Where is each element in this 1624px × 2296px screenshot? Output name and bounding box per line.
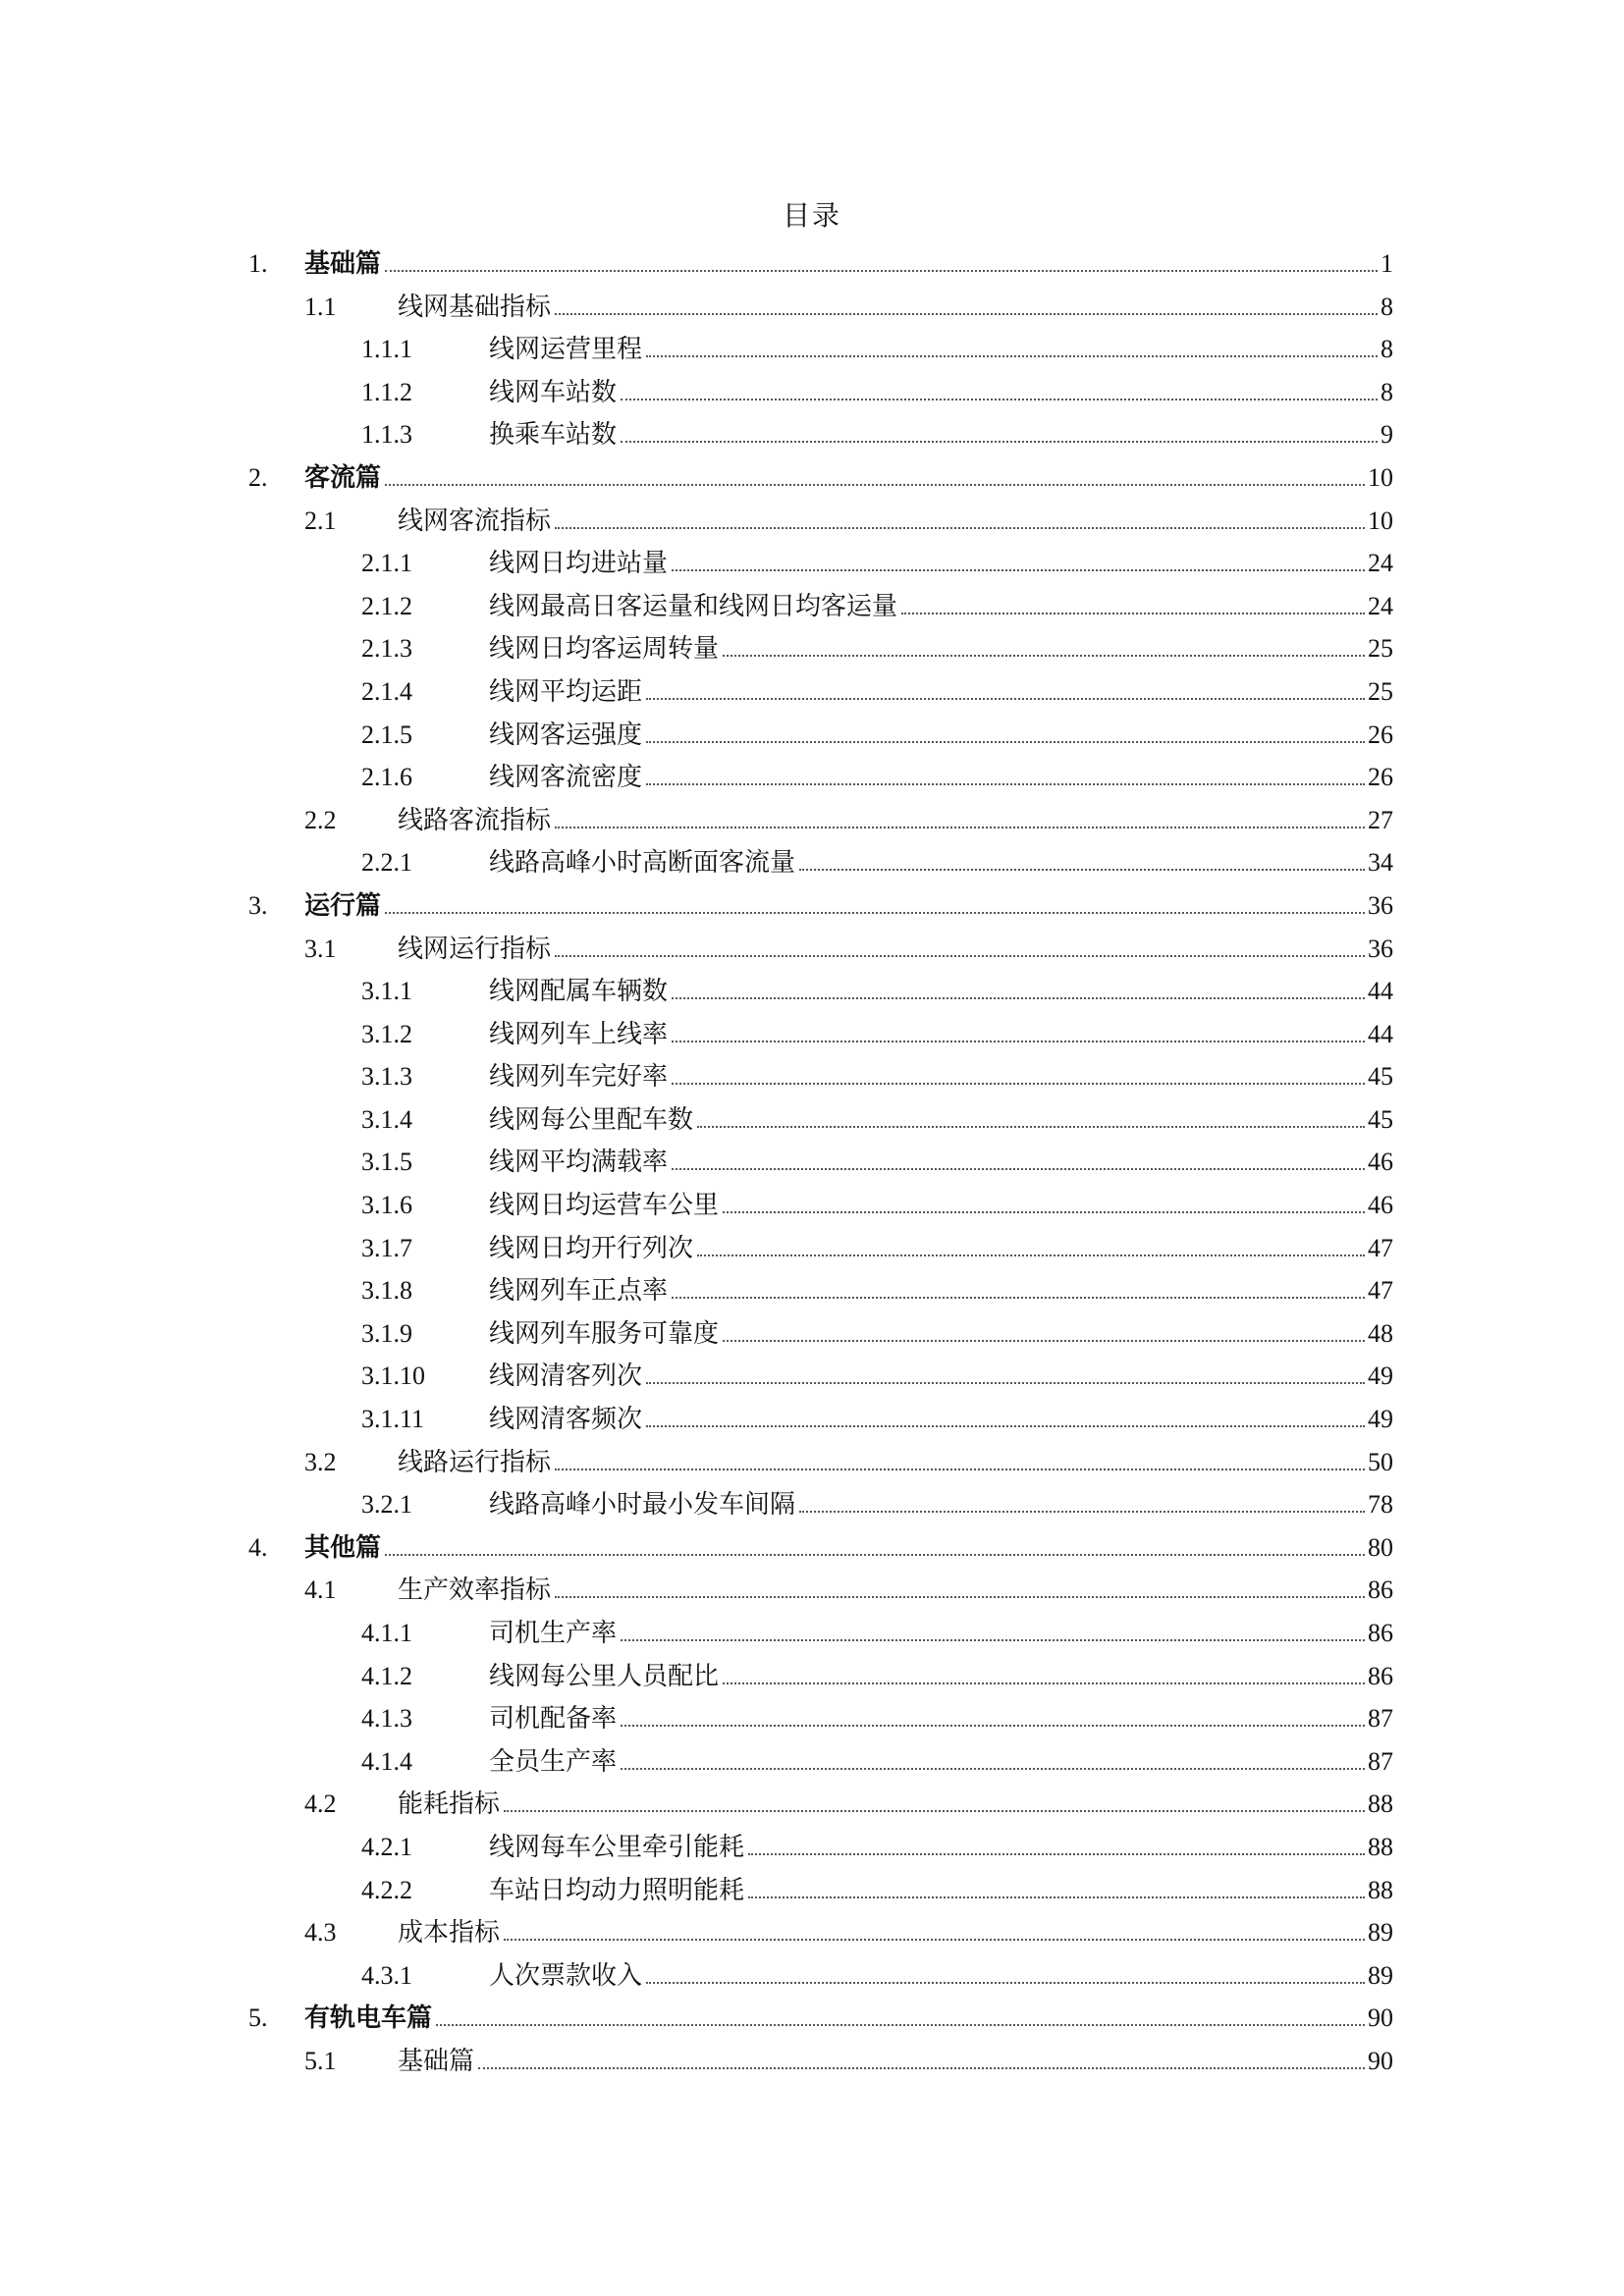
toc-entry-row: [489, 1227, 1393, 1270]
toc-entry-row: [489, 1826, 1393, 1869]
dot-leader: [504, 1938, 1365, 1941]
toc-entry-number: 3.1.5: [361, 1148, 412, 1177]
toc-entry-title: 换乘车站数: [489, 414, 621, 457]
toc-entry-title: 线网列车服务可靠度: [489, 1313, 723, 1357]
table-of-contents: [0, 242, 1624, 2083]
toc-entry-row: [489, 585, 1393, 628]
toc-entry-number: 4.1.3: [361, 1704, 412, 1734]
dot-leader: [799, 868, 1365, 871]
toc-entry-title: 线路高峰小时高断面客流量: [489, 842, 799, 885]
toc-entry-page-number: 86: [1368, 1619, 1393, 1647]
toc-entry-level-1[interactable]: [0, 884, 1624, 928]
dot-leader: [672, 568, 1365, 571]
toc-entry-number: 4.1.1: [361, 1619, 412, 1647]
toc-entry-title: 线网列车完好率: [489, 1056, 672, 1099]
toc-entry-title: 线路高峰小时最小发车间隔: [489, 1484, 799, 1527]
toc-entry-row: [489, 1655, 1393, 1698]
toc-entry-row: [398, 2040, 1393, 2083]
dot-leader: [723, 654, 1365, 657]
toc-entry-title: 线网日均开行列次: [489, 1228, 697, 1271]
toc-entry-page-number: 8: [1380, 335, 1393, 364]
toc-entry-row: [489, 371, 1393, 414]
toc-entry-level-3[interactable]: [0, 1483, 1624, 1526]
toc-entry-page-number: 44: [1368, 977, 1393, 1006]
toc-entry-title: 线网客运强度: [489, 715, 646, 758]
dot-leader: [723, 1682, 1365, 1684]
toc-entry-title: 基础篇: [304, 243, 385, 287]
toc-entry-number: 3.1.11: [361, 1405, 425, 1434]
toc-entry-title: 线网运行指标: [398, 929, 555, 972]
toc-entry-row: [489, 714, 1393, 757]
dot-leader: [555, 1595, 1365, 1598]
toc-entry-level-2[interactable]: [0, 928, 1624, 971]
toc-entry-row: [398, 1569, 1393, 1612]
toc-entry-row: [398, 1783, 1393, 1826]
toc-entry-level-2[interactable]: [0, 799, 1624, 842]
toc-entry-row: [304, 242, 1393, 286]
toc-entry-page-number: 49: [1368, 1405, 1393, 1434]
toc-entry-number: 3.: [248, 890, 268, 920]
dot-leader: [621, 440, 1378, 443]
toc-entry-level-3[interactable]: [0, 1398, 1624, 1441]
toc-entry-title: 线网日均客运周转量: [489, 628, 723, 671]
toc-entry-level-3[interactable]: [0, 1612, 1624, 1655]
dot-leader: [697, 1254, 1365, 1256]
toc-entry-level-2[interactable]: [0, 2040, 1624, 2083]
toc-entry-row: [398, 286, 1393, 329]
toc-entry-number: 3.2: [304, 1447, 337, 1476]
toc-entry-number: 3.1.6: [361, 1191, 412, 1220]
toc-entry-row: [489, 1269, 1393, 1312]
toc-entry-page-number: 26: [1368, 763, 1393, 792]
toc-entry-page-number: 87: [1368, 1746, 1393, 1776]
toc-entry-level-1[interactable]: [0, 1526, 1624, 1570]
toc-entry-level-2[interactable]: [0, 1911, 1624, 1954]
toc-entry-title: 成本指标: [398, 1912, 504, 1955]
toc-entry-title: 线网平均运距: [489, 671, 646, 715]
toc-entry-level-1[interactable]: [0, 1997, 1624, 2040]
toc-entry-number: 1.1.3: [361, 420, 412, 450]
toc-entry-number: 4.3: [304, 1918, 337, 1948]
toc-entry-page-number: 9: [1380, 420, 1393, 450]
toc-entry-level-3[interactable]: [0, 1826, 1624, 1869]
toc-entry-page-number: 87: [1368, 1704, 1393, 1734]
dot-leader: [555, 526, 1365, 529]
dot-leader: [646, 1424, 1365, 1427]
toc-entry-page-number: 80: [1368, 1532, 1393, 1562]
dot-leader: [799, 1510, 1365, 1513]
dot-leader: [621, 1638, 1365, 1641]
toc-entry-number: 1.: [248, 249, 268, 278]
toc-entry-page-number: 45: [1368, 1062, 1393, 1092]
toc-entry-page-number: 89: [1368, 1918, 1393, 1948]
toc-entry-number: 2.1.3: [361, 634, 412, 664]
toc-entry-level-3[interactable]: [0, 413, 1624, 456]
toc-entry-page-number: 86: [1368, 1575, 1393, 1605]
toc-entry-row: [489, 1013, 1393, 1056]
toc-entry-page-number: 36: [1368, 890, 1393, 920]
toc-entry-title: 其他篇: [304, 1527, 385, 1571]
toc-entry-number: 2.: [248, 462, 268, 492]
dot-leader: [555, 312, 1378, 315]
toc-entry-level-3[interactable]: [0, 1098, 1624, 1142]
toc-entry-title: 线网清客频次: [489, 1399, 646, 1442]
toc-entry-title: 线网每公里配车数: [489, 1099, 697, 1143]
toc-entry-page-number: 47: [1368, 1276, 1393, 1306]
dot-leader: [621, 398, 1378, 400]
toc-entry-title: 运行篇: [304, 885, 385, 929]
toc-entry-title: 车站日均动力照明能耗: [489, 1870, 748, 1913]
dot-leader: [436, 2023, 1365, 2026]
toc-entry-title: 线路客流指标: [398, 800, 555, 843]
dot-leader: [748, 1852, 1365, 1855]
toc-entry-row: [489, 542, 1393, 585]
toc-entry-number: 2.1.4: [361, 676, 412, 706]
toc-entry-page-number: 49: [1368, 1362, 1393, 1391]
toc-entry-level-3[interactable]: [0, 1954, 1624, 1998]
toc-entry-level-1[interactable]: [0, 456, 1624, 500]
toc-entry-level-3[interactable]: [0, 670, 1624, 714]
toc-entry-level-3[interactable]: [0, 1869, 1624, 1912]
toc-entry-row: [398, 1441, 1393, 1484]
dot-leader: [646, 697, 1365, 700]
toc-entry-page-number: 90: [1368, 2003, 1393, 2033]
toc-entry-number: 2.1: [304, 506, 337, 535]
dot-leader: [385, 483, 1365, 486]
toc-entry-number: 2.2: [304, 805, 337, 834]
toc-entry-number: 4.2.1: [361, 1832, 412, 1861]
toc-entry-number: 1.1.1: [361, 335, 412, 364]
dot-leader: [646, 782, 1365, 785]
toc-entry-page-number: 88: [1368, 1789, 1393, 1819]
toc-entry-row: [398, 928, 1393, 971]
toc-entry-number: 3.1.10: [361, 1362, 425, 1391]
toc-entry-row: [398, 799, 1393, 842]
toc-entry-title: 线网每公里人员配比: [489, 1656, 723, 1699]
toc-entry-level-2[interactable]: [0, 500, 1624, 543]
toc-entry-row: [489, 1483, 1393, 1526]
toc-entry-row: [304, 1997, 1393, 2040]
toc-entry-page-number: 8: [1380, 292, 1393, 321]
toc-entry-row: [489, 841, 1393, 884]
toc-entry-title: 线网每车公里牵引能耗: [489, 1827, 748, 1870]
toc-entry-page-number: 34: [1368, 848, 1393, 878]
toc-entry-level-2[interactable]: [0, 1783, 1624, 1826]
toc-entry-title: 人次票款收入: [489, 1955, 646, 1999]
toc-entry-row: [489, 1355, 1393, 1398]
toc-entry-number: 4.: [248, 1532, 268, 1562]
toc-entry-number: 1.1.2: [361, 377, 412, 406]
dot-leader: [672, 1082, 1365, 1085]
toc-entry-level-3[interactable]: [0, 970, 1624, 1013]
toc-entry-level-2[interactable]: [0, 1569, 1624, 1612]
toc-entry-row: [489, 756, 1393, 799]
toc-entry-row: [489, 1697, 1393, 1740]
toc-entry-level-3[interactable]: [0, 1055, 1624, 1098]
toc-entry-page-number: 44: [1368, 1019, 1393, 1048]
toc-entry-page-number: 48: [1368, 1318, 1393, 1348]
toc-entry-title: 司机生产率: [489, 1613, 621, 1656]
toc-entry-page-number: 25: [1368, 634, 1393, 664]
toc-entry-level-3[interactable]: [0, 328, 1624, 371]
toc-entry-number: 4.2: [304, 1789, 337, 1819]
toc-entry-level-3[interactable]: [0, 1655, 1624, 1698]
toc-entry-page-number: 25: [1368, 676, 1393, 706]
dot-leader: [646, 1381, 1365, 1384]
toc-entry-level-3[interactable]: [0, 627, 1624, 670]
toc-entry-number: 4.3.1: [361, 1960, 412, 1990]
toc-entry-level-3[interactable]: [0, 1269, 1624, 1312]
toc-entry-level-3[interactable]: [0, 841, 1624, 884]
toc-entry-page-number: 50: [1368, 1447, 1393, 1476]
toc-entry-title: 客流篇: [304, 457, 385, 501]
toc-entry-title: 线网平均满载率: [489, 1142, 672, 1185]
toc-entry-level-3[interactable]: [0, 585, 1624, 628]
toc-entry-row: [489, 1098, 1393, 1142]
toc-entry-title: 线网列车正点率: [489, 1270, 672, 1313]
toc-entry-row: [304, 1526, 1393, 1570]
toc-entry-page-number: 45: [1368, 1104, 1393, 1134]
dot-leader: [385, 1553, 1365, 1556]
toc-entry-title: 线网基础指标: [398, 287, 555, 330]
toc-entry-title: 线网客流指标: [398, 501, 555, 544]
toc-entry-page-number: 10: [1368, 506, 1393, 535]
dot-leader: [504, 1809, 1365, 1812]
toc-entry-row: [489, 627, 1393, 670]
toc-entry-title: 司机配备率: [489, 1698, 621, 1741]
toc-entry-row: [489, 1740, 1393, 1784]
toc-entry-number: 2.2.1: [361, 848, 412, 878]
toc-entry-title: 有轨电车篇: [304, 1998, 436, 2041]
toc-entry-number: 2.1.2: [361, 591, 412, 620]
toc-entry-title: 能耗指标: [398, 1784, 504, 1827]
toc-entry-number: 3.2.1: [361, 1490, 412, 1520]
dot-leader: [646, 1981, 1365, 1984]
toc-entry-title: 线网最高日客运量和线网日均客运量: [489, 586, 901, 629]
toc-entry-title: 线网客流密度: [489, 757, 646, 800]
dot-leader: [646, 354, 1378, 357]
dot-leader: [555, 954, 1365, 957]
toc-entry-number: 4.1.4: [361, 1746, 412, 1776]
toc-entry-level-3[interactable]: [0, 1740, 1624, 1784]
toc-entry-number: 2.1.6: [361, 763, 412, 792]
toc-entry-level-3[interactable]: [0, 542, 1624, 585]
toc-entry-row: [489, 413, 1393, 456]
toc-entry-row: [489, 1055, 1393, 1098]
toc-entry-page-number: 89: [1368, 1960, 1393, 1990]
toc-entry-page-number: 46: [1368, 1191, 1393, 1220]
dot-leader: [385, 911, 1365, 914]
toc-entry-row: [489, 1398, 1393, 1441]
toc-entry-row: [398, 1911, 1393, 1954]
toc-entry-number: 3.1.3: [361, 1062, 412, 1092]
toc-entry-title: 生产效率指标: [398, 1570, 555, 1613]
toc-entry-level-3[interactable]: [0, 1355, 1624, 1398]
toc-entry-level-3[interactable]: [0, 1141, 1624, 1184]
toc-entry-page-number: 86: [1368, 1661, 1393, 1690]
dot-leader: [901, 612, 1365, 614]
toc-entry-level-3[interactable]: [0, 1697, 1624, 1740]
dot-leader: [672, 996, 1365, 999]
toc-entry-page-number: 24: [1368, 549, 1393, 578]
toc-entry-title: 基础篇: [398, 2041, 478, 2084]
toc-entry-page-number: 24: [1368, 591, 1393, 620]
toc-entry-row: [489, 328, 1393, 371]
toc-entry-level-2[interactable]: [0, 1441, 1624, 1484]
toc-entry-page-number: 88: [1368, 1875, 1393, 1904]
toc-entry-level-3[interactable]: [0, 756, 1624, 799]
toc-entry-page-number: 27: [1368, 805, 1393, 834]
toc-entry-level-3[interactable]: [0, 371, 1624, 414]
dot-leader: [555, 1468, 1365, 1470]
toc-entry-number: 5.: [248, 2003, 268, 2033]
toc-entry-number: 4.1.2: [361, 1661, 412, 1690]
toc-entry-title: 线网配属车辆数: [489, 971, 672, 1014]
toc-entry-number: 3.1: [304, 934, 337, 963]
dot-leader: [697, 1125, 1365, 1128]
toc-entry-row: [489, 670, 1393, 714]
toc-entry-row: [489, 1612, 1393, 1655]
dot-leader: [672, 1296, 1365, 1299]
dot-leader: [672, 1040, 1365, 1042]
toc-entry-number: 3.1.1: [361, 977, 412, 1006]
toc-entry-page-number: 88: [1368, 1832, 1393, 1861]
dot-leader: [672, 1167, 1365, 1170]
toc-entry-title: 线网清客列次: [489, 1356, 646, 1399]
toc-entry-level-1[interactable]: [0, 242, 1624, 286]
toc-entry-title: 线网列车上线率: [489, 1014, 672, 1057]
toc-entry-level-3[interactable]: [0, 714, 1624, 757]
toc-entry-level-3[interactable]: [0, 1013, 1624, 1056]
toc-entry-page-number: 8: [1380, 377, 1393, 406]
dot-leader: [723, 1339, 1365, 1342]
dot-leader: [555, 826, 1365, 828]
toc-entry-number: 3.1.8: [361, 1276, 412, 1306]
toc-entry-number: 4.2.2: [361, 1875, 412, 1904]
toc-entry-title: 全员生产率: [489, 1741, 621, 1785]
toc-entry-number: 3.1.9: [361, 1318, 412, 1348]
toc-entry-number: 3.1.2: [361, 1019, 412, 1048]
toc-entry-number: 5.1: [304, 2046, 337, 2075]
toc-entry-page-number: 78: [1368, 1490, 1393, 1520]
dot-leader: [478, 2066, 1365, 2069]
toc-entry-page-number: 47: [1368, 1233, 1393, 1262]
toc-title: 目录: [782, 199, 841, 232]
toc-entry-page-number: 46: [1368, 1148, 1393, 1177]
toc-entry-title: 线网日均进站量: [489, 543, 672, 586]
toc-entry-number: 3.1.4: [361, 1104, 412, 1134]
toc-entry-title: 线网运营里程: [489, 329, 646, 372]
toc-entry-title: 线网日均运营车公里: [489, 1185, 723, 1228]
dot-leader: [723, 1210, 1365, 1213]
toc-entry-title: 线路运行指标: [398, 1442, 555, 1485]
toc-entry-row: [489, 1869, 1393, 1912]
toc-entry-row: [398, 500, 1393, 543]
toc-entry-number: 3.1.7: [361, 1233, 412, 1262]
dot-leader: [646, 740, 1365, 743]
toc-entry-title: 线网车站数: [489, 372, 621, 415]
toc-entry-row: [489, 1954, 1393, 1998]
toc-entry-number: 2.1.1: [361, 549, 412, 578]
dot-leader: [748, 1896, 1365, 1898]
toc-entry-row: [489, 1312, 1393, 1356]
toc-entry-page-number: 10: [1368, 462, 1393, 492]
toc-entry-level-3[interactable]: [0, 1227, 1624, 1270]
toc-entry-number: 1.1: [304, 292, 337, 321]
toc-entry-page-number: 1: [1380, 249, 1393, 278]
toc-entry-row: [489, 1141, 1393, 1184]
toc-entry-level-3[interactable]: [0, 1312, 1624, 1356]
dot-leader: [385, 269, 1378, 272]
toc-entry-number: 4.1: [304, 1575, 337, 1605]
dot-leader: [621, 1767, 1365, 1770]
toc-entry-row: [304, 456, 1393, 500]
toc-entry-level-3[interactable]: [0, 1184, 1624, 1227]
toc-entry-page-number: 26: [1368, 720, 1393, 749]
toc-entry-row: [304, 884, 1393, 928]
toc-entry-page-number: 90: [1368, 2046, 1393, 2075]
toc-entry-row: [489, 970, 1393, 1013]
toc-entry-number: 2.1.5: [361, 720, 412, 749]
toc-entry-row: [489, 1184, 1393, 1227]
toc-entry-page-number: 36: [1368, 934, 1393, 963]
dot-leader: [621, 1724, 1365, 1727]
toc-entry-level-2[interactable]: [0, 286, 1624, 329]
